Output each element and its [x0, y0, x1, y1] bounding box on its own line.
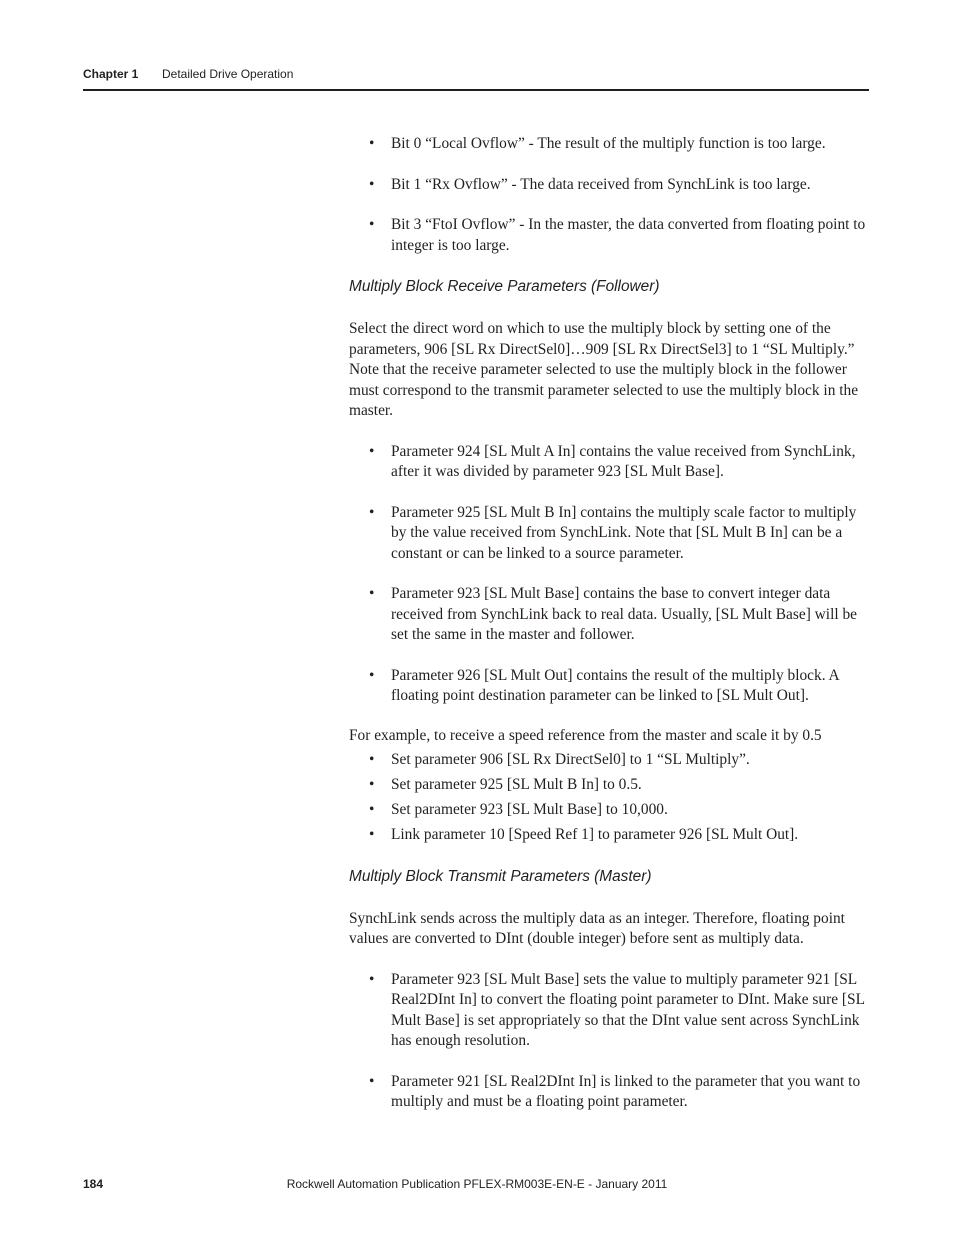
- list-item: • Bit 3 “FtoI Ovflow” - In the master, the data converted from floating point to integer is too large.: [369, 216, 866, 254]
- running-header: [83, 66, 293, 82]
- list-item: • Parameter 925 [SL Mult B In] contains the multiply scale factor to multiply by the value received from SynchLink. Note that [SL Mult B In] can be a constant or can be linked to a source parameter.: [369, 503, 857, 562]
- list-item: • Bit 0 “Local Ovflow” - The result of the multiply function is too large.: [349, 134, 871, 155]
- bullet-icon: •: [369, 970, 375, 988]
- bullet-icon: •: [369, 442, 375, 460]
- list-item: • Set parameter 925 [SL Mult B In] to 0.5.: [349, 775, 871, 796]
- list-item: • Parameter 924 [SL Mult A In] contains the value received from SynchLink, after it was divided by parameter 923 [SL Mult Base].: [369, 442, 856, 480]
- bullet-icon: •: [369, 135, 375, 152]
- list-item: • Bit 1 “Rx Ovflow” - The data received from SynchLink is too large.: [349, 175, 871, 196]
- list-item: • Parameter 923 [SL Mult Base] contains the base to convert integer data received from SynchLink back to real data. Usually, [SL Mult Base] will be set the same in the master and follower.: [369, 585, 858, 643]
- example-intro: For example, to receive a speed reference from the master and scale it by 0.5: [349, 726, 822, 744]
- bullet-icon: •: [369, 1072, 375, 1090]
- follower-heading: Multiply Block Receive Parameters (Follower): [349, 278, 660, 295]
- follower-intro-paragraph: Select the direct word on which to use the multiply block by setting one of the parameters, 906 [SL Rx DirectSel0]…909 [SL Rx DirectSel3] to 1 “SL Multiply.” Note that the receive parameter selected to use the multiply block in the follower must correspond to the transmit parameter selected to use the multiply block in the master.: [349, 320, 859, 419]
- list-item: • Link parameter 10 [Speed Ref 1] to parameter 926 [SL Mult Out].: [349, 825, 871, 846]
- example-step-list: [349, 750, 871, 846]
- list-item: • Parameter 921 [SL Real2DInt In] is linked to the parameter that you want to multiply and must be a floating point parameter.: [369, 1072, 861, 1110]
- master-parameter-list: [349, 970, 871, 1113]
- list-item: • Parameter 923 [SL Mult Base] sets the value to multiply parameter 921 [SL Real2DInt In] to convert the floating point parameter to DInt. Make sure [SL Mult Base] is set appropriately so that the DInt value sent across SynchLink has enough resolution.: [369, 970, 865, 1049]
- master-heading: Multiply Block Transmit Parameters (Master): [349, 867, 652, 885]
- overflow-bit-list: [349, 134, 871, 256]
- bullet-icon: •: [369, 175, 375, 193]
- follower-parameter-list: [349, 442, 871, 707]
- bullet-icon: •: [369, 666, 375, 684]
- bullet-icon: •: [369, 826, 375, 843]
- bullet-icon: •: [369, 585, 375, 602]
- bullet-icon: •: [369, 503, 375, 521]
- publication-footer: Rockwell Automation Publication PFLEX-RM003E-EN-E - January 2011: [286, 1177, 668, 1191]
- master-intro-paragraph: SynchLink sends across the multiply data as an integer. Therefore, floating point values are converted to DInt (double integer) before sent as multiply data.: [349, 909, 845, 947]
- bullet-icon: •: [369, 216, 375, 233]
- chapter-label: Chapter 1: [83, 67, 139, 81]
- bullet-icon: •: [369, 801, 375, 818]
- list-item: • Parameter 926 [SL Mult Out] contains the result of the multiply block. A floating point destination parameter can be linked to [SL Mult Out].: [369, 666, 839, 704]
- list-item: • Set parameter 906 [SL Rx DirectSel0] to 1 “SL Multiply”.: [349, 750, 871, 771]
- list-item: • Set parameter 923 [SL Mult Base] to 10,000.: [349, 800, 871, 821]
- header-rule: [83, 89, 869, 91]
- page-number: 184: [83, 1177, 104, 1191]
- main-content: [349, 134, 871, 1113]
- bullet-icon: •: [369, 776, 375, 793]
- bullet-icon: •: [369, 751, 375, 768]
- section-label: Detailed Drive Operation: [162, 67, 294, 81]
